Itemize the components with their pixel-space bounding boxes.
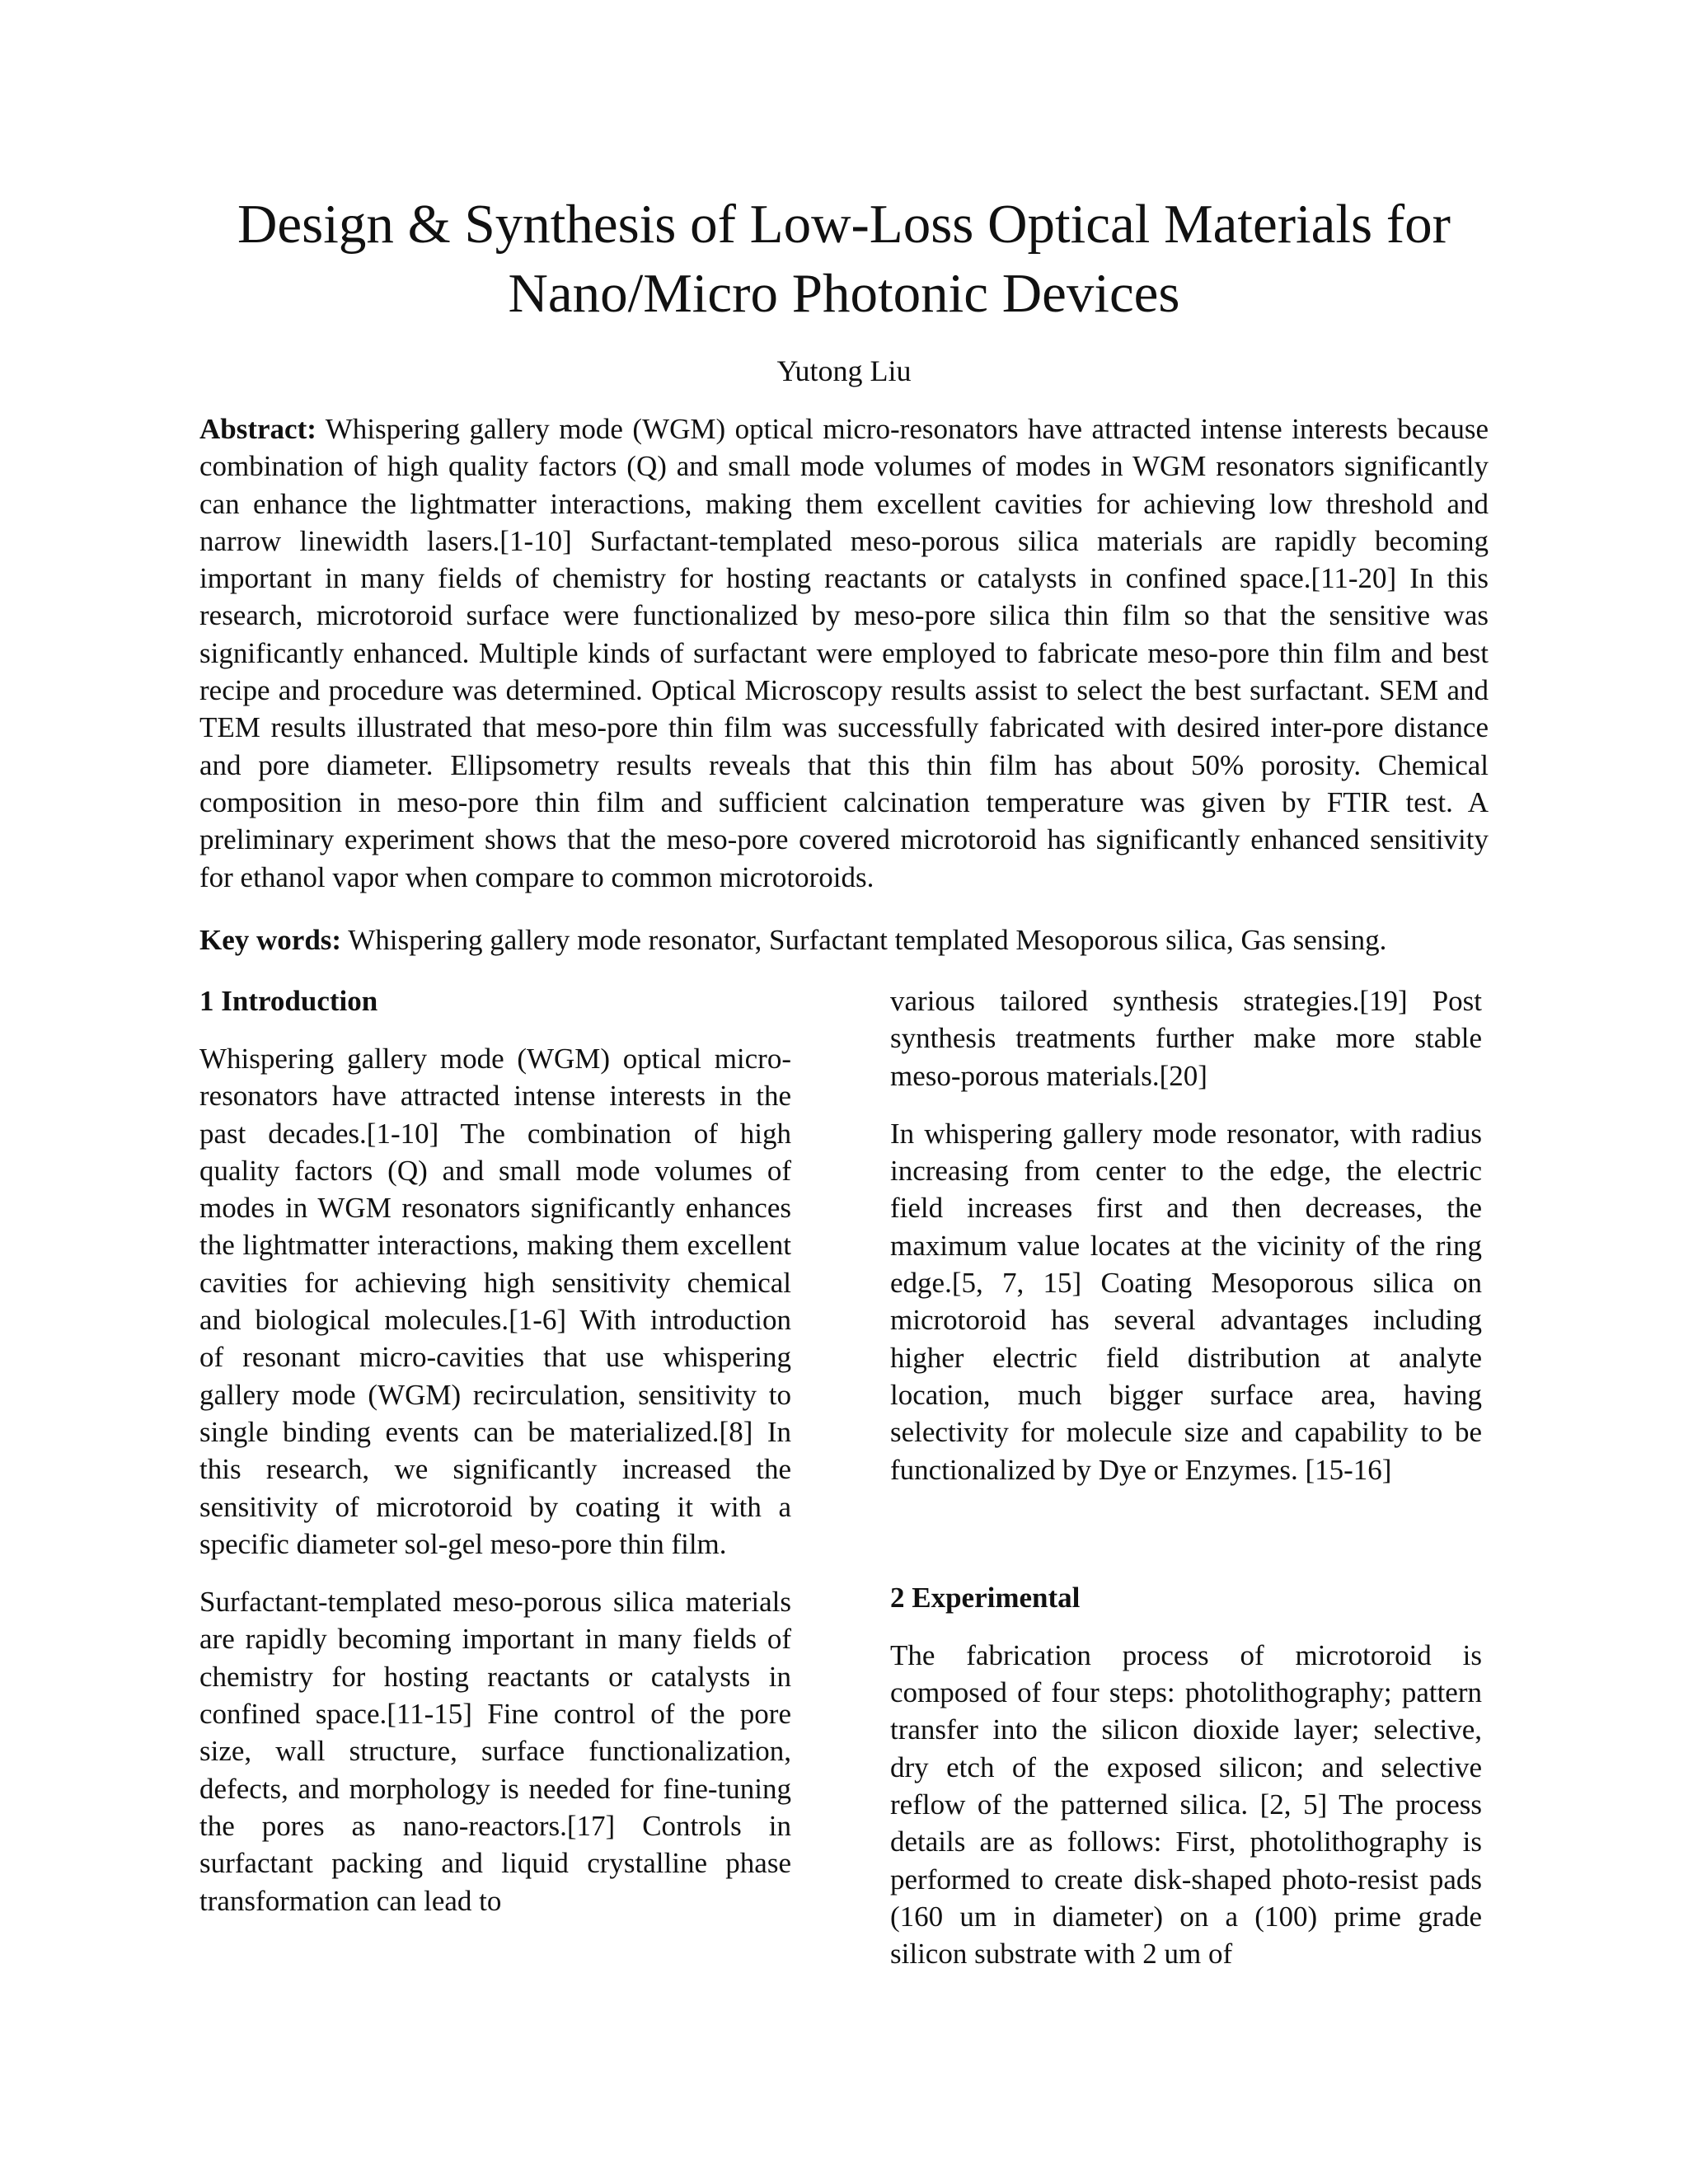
left-column bbox=[199, 982, 791, 1919]
abstract-label: Abstract: bbox=[199, 413, 316, 445]
section-heading-experimental: 2 Experimental bbox=[890, 1581, 1081, 1614]
abstract-text: Whispering gallery mode (WGM) optical micro-resonators have attracted intense interests because combination of high quality factors (Q) and small mode volumes of modes in WGM resonators significantly can enhance the lightmatter interactions, making them excellent cavities for achieving low threshold and narrow linewidth lasers.[1-10] Surfactant-templated meso-porous silica materials are rapidly becoming important in many fields of chemistry for hosting reactants or catalysts in confined space.[11-20] In this research, microtoroid surface were functionalized by meso-pore silica thin film so that the sensitive was significantly enhanced. Multiple kinds of surfactant were employed to fabricate meso-pore thin film and best recipe and procedure was determined. Optical Microscopy results assist to select the best surfactant. SEM and TEM results illustrated that meso-pore thin film was successfully fabricated with desired inter-pore distance and pore diameter. Ellipsometry results reveals that this thin film has about 50% porosity. Chemical composition in meso-pore thin film and sufficient calcination temperature was given by FTIR test. A preliminary experiment shows that the meso-pore covered microtoroid has significantly enhanced sensitivity for ethanol vapor when compare to common microtoroids. bbox=[199, 413, 1489, 893]
section-heading-introduction: 1 Introduction bbox=[199, 985, 378, 1017]
right-column bbox=[890, 982, 1482, 1973]
intro-paragraph-3: In whispering gallery mode resonator, with radius increasing from center to the edge, the electric field increases first and then decreases, the maximum value locates at the vicinity of the ring edge.[5, 7, 15] Coating Mesoporous silica on microtoroid has several advantages including higher electric field distribution at analyte location, much bigger surface area, having selectivity for molecule size and capability to be functionalized by Dye or Enzymes. [15-16] bbox=[890, 1117, 1482, 1486]
intro-paragraph-1: Whispering gallery mode (WGM) optical micro-resonators have attracted intense interests in the past decades.[1-10] The combination of high quality factors (Q) and small mode volumes of modes in WGM resonators significantly enhances the lightmatter interactions, making them excellent cavities for achieving high sensitivity chemical and biological molecules.[1-6] With introduction of resonant micro-cavities that use whispering gallery mode (WGM) recirculation, sensitivity to single binding events can be materialized.[8] In this research, we significantly increased the sensitivity of microtoroid by coating it with a specific diameter sol-gel meso-pore thin film. bbox=[199, 1043, 791, 1560]
paper-title bbox=[165, 190, 1523, 328]
intro-paragraph-2-continued: various tailored synthesis strategies.[19] Post synthesis treatments further make more stable meso-porous materials.[20] bbox=[890, 985, 1482, 1092]
intro-paragraph-2: Surfactant-templated meso-porous silica materials are rapidly becoming important in many fields of chemistry for hosting reactants or catalysts in confined space.[11-15] Fine control of the pore size, wall structure, surface functionalization, defects, and morphology is needed for fine-tuning the pores as nano-reactors.[17] Controls in surfactant packing and liquid crystalline phase transformation can lead to bbox=[199, 1586, 791, 1917]
keywords bbox=[199, 921, 1489, 958]
author-name: Yutong Liu bbox=[776, 354, 912, 387]
experimental-paragraph-1: The fabrication process of microtoroid is composed of four steps: photolithography; pattern transfer into the silicon dioxide layer; selective, dry etch of the exposed silicon; and selective reflow of the patterned silica. [2, 5] The process details are as follows: First, photolithography is performed to create disk-shaped photo-resist pads (160 um in diameter) on a (100) prime grade silicon substrate with 2 um of bbox=[890, 1638, 1482, 1971]
keywords-label: Key words: bbox=[199, 924, 342, 956]
title-line-1: Design & Synthesis of Low-Loss Optical Materials for bbox=[237, 194, 1451, 255]
keywords-text: Whispering gallery mode resonator, Surfactant templated Mesoporous silica, Gas sensing. bbox=[348, 924, 1387, 956]
abstract bbox=[199, 410, 1489, 896]
title-line-2: Nano/Micro Photonic Devices bbox=[508, 263, 1180, 324]
